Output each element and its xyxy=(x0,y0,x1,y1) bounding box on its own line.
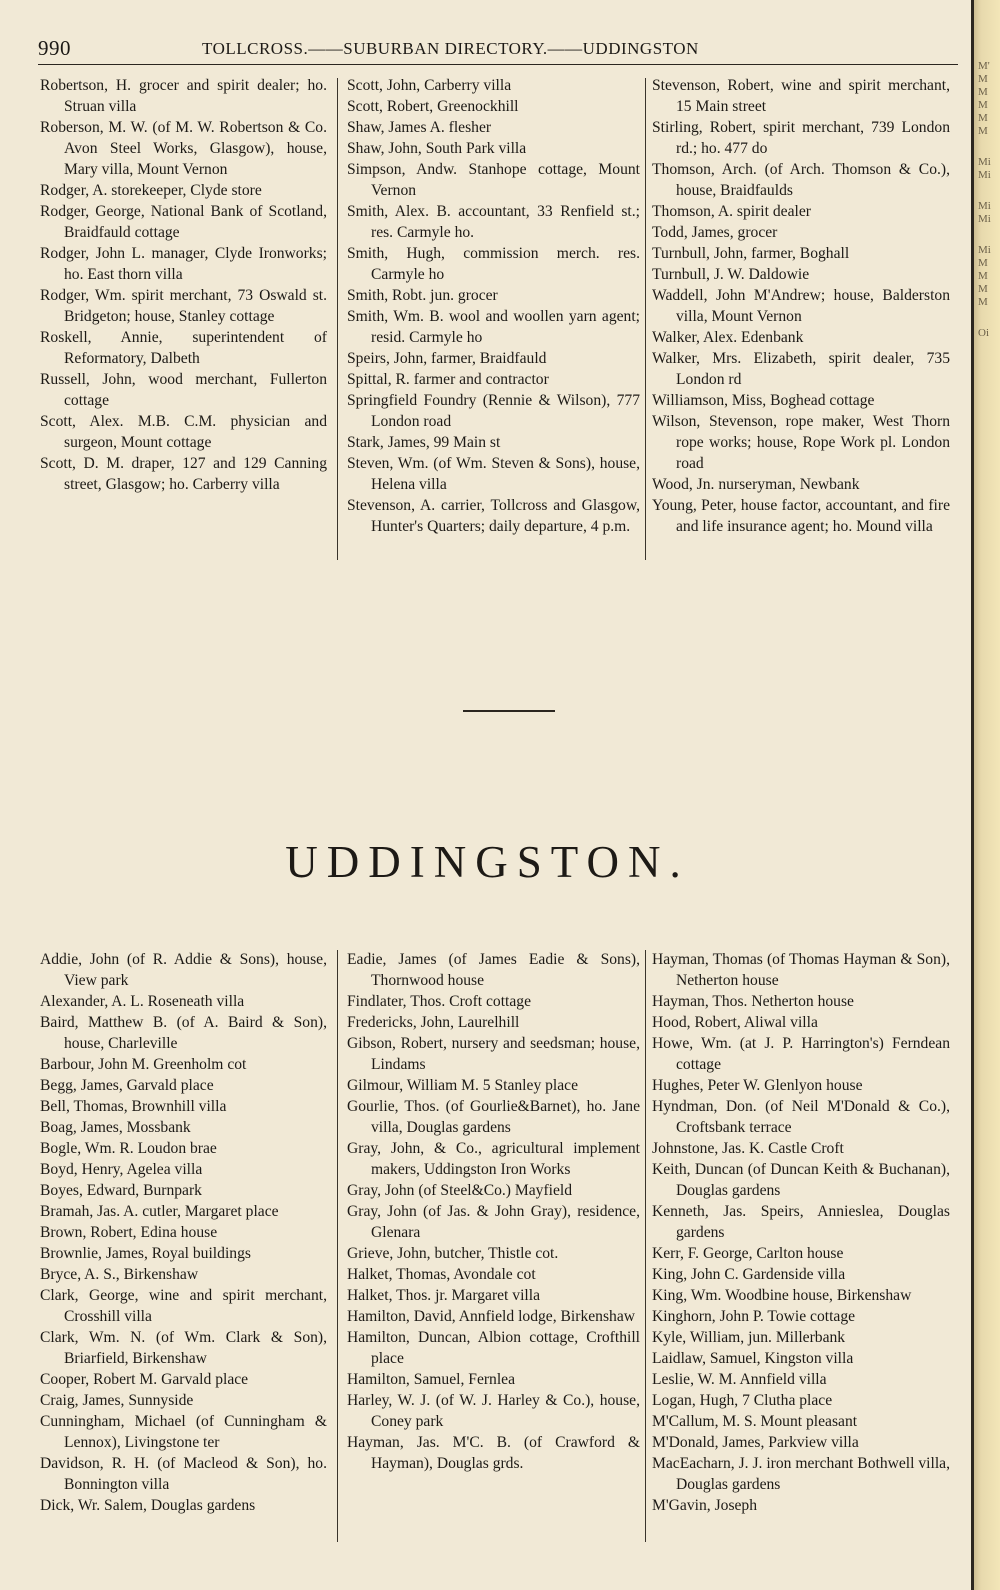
directory-entry: Shaw, James A. flesher xyxy=(347,119,492,136)
margin-mark: M xyxy=(978,270,988,282)
running-title: TOLLCROSS.——SUBURBAN DIRECTORY.——UDDINGSTON xyxy=(202,39,699,58)
tollcross-column-3 xyxy=(652,75,950,537)
directory-entry: M'Donald, James, Parkview villa xyxy=(652,1434,859,1451)
directory-entry: King, Wm. Woodbine house, Birkenshaw xyxy=(652,1287,912,1304)
directory-entry: Gilmour, William M. 5 Stanley place xyxy=(347,1077,579,1094)
directory-entry: Roberson, M. W. (of M. W. Robertson & Co. Avon Steel Works, Glasgow), house, Mary villa, Mount Vernon xyxy=(40,119,327,178)
directory-entry: Todd, James, grocer xyxy=(652,224,778,241)
directory-entry: M'Gavin, Joseph xyxy=(652,1497,758,1514)
margin-mark: M xyxy=(978,296,988,308)
directory-entry: Smith, Wm. B. wool and woollen yarn agent; resid. Carmyle ho xyxy=(347,308,640,346)
directory-entry: Boyd, Henry, Agelea villa xyxy=(40,1161,203,1178)
margin-mark: Mi xyxy=(978,156,991,168)
directory-entry: Russell, John, wood merchant, Fullerton cottage xyxy=(40,371,327,409)
directory-entry: Rodger, John L. manager, Clyde Ironworks; ho. East thorn villa xyxy=(40,245,327,283)
directory-entry: Hughes, Peter W. Glenlyon house xyxy=(652,1077,863,1094)
directory-entry: Harley, W. J. (of W. J. Harley & Co.), house, Coney park xyxy=(347,1392,640,1430)
directory-entry: Addie, John (of R. Addie & Sons), house, View park xyxy=(40,951,327,989)
directory-entry: Scott, Robert, Greenockhill xyxy=(347,98,519,115)
directory-entry: Cooper, Robert M. Garvald place xyxy=(40,1371,249,1388)
directory-entry: Robertson, H. grocer and spirit dealer; ho. Struan villa xyxy=(40,77,327,115)
header-rule xyxy=(38,64,958,65)
directory-entry: Smith, Robt. jun. grocer xyxy=(347,287,498,304)
margin-mark: M xyxy=(978,125,988,137)
directory-entry: Bogle, Wm. R. Loudon brae xyxy=(40,1140,217,1157)
directory-entry: Shaw, John, South Park villa xyxy=(347,140,527,157)
directory-entry: Hamilton, Duncan, Albion cottage, Crofthill place xyxy=(347,1329,640,1367)
directory-entry: Hamilton, David, Annfield lodge, Birkenshaw xyxy=(347,1308,636,1325)
directory-entry: MacEacharn, J. J. iron merchant Bothwell villa, Douglas gardens xyxy=(652,1455,950,1493)
uddingston-column-2 xyxy=(347,949,640,1474)
directory-entry: Stevenson, Robert, wine and spirit merchant, 15 Main street xyxy=(652,77,950,115)
directory-entry: Brown, Robert, Edina house xyxy=(40,1224,218,1241)
directory-entry: Craig, James, Sunnyside xyxy=(40,1392,194,1409)
directory-entry: Laidlaw, Samuel, Kingston villa xyxy=(652,1350,854,1367)
directory-entry: Gray, John, & Co., agricultural implement makers, Uddingston Iron Works xyxy=(347,1140,640,1178)
directory-entry: Hyndman, Don. (of Neil M'Donald & Co.), Croftsbank terrace xyxy=(652,1098,950,1136)
directory-entry: Thomson, Arch. (of Arch. Thomson & Co.), house, Braidfaulds xyxy=(652,161,950,199)
directory-entry: Bryce, A. S., Birkenshaw xyxy=(40,1266,199,1283)
directory-entry: Turnbull, J. W. Daldowie xyxy=(652,266,810,283)
directory-entry: Smith, Alex. B. accountant, 33 Renfield st.; res. Carmyle ho. xyxy=(347,203,640,241)
directory-entry: Grieve, John, butcher, Thistle cot. xyxy=(347,1245,559,1262)
directory-entry: Young, Peter, house factor, accountant, and fire and life insurance agent; ho. Mound villa xyxy=(652,497,950,535)
directory-entry: Alexander, A. L. Roseneath villa xyxy=(40,993,245,1010)
directory-entry: Johnstone, Jas. K. Castle Croft xyxy=(652,1140,844,1157)
directory-entry: Kinghorn, John P. Towie cottage xyxy=(652,1308,856,1325)
directory-entry: Boag, James, Mossbank xyxy=(40,1119,191,1136)
directory-entry: Leslie, W. M. Annfield villa xyxy=(652,1371,827,1388)
directory-entry: Walker, Alex. Edenbank xyxy=(652,329,804,346)
directory-entry: Speirs, John, farmer, Braidfauld xyxy=(347,350,547,367)
directory-entry: Bell, Thomas, Brownhill villa xyxy=(40,1098,227,1115)
directory-entry: Barbour, John M. Greenholm cot xyxy=(40,1056,247,1073)
directory-entry: Cunningham, Michael (of Cunningham & Lennox), Livingstone ter xyxy=(40,1413,327,1451)
directory-entry: Walker, Mrs. Elizabeth, spirit dealer, 735 London rd xyxy=(652,350,950,388)
margin-mark: Oi xyxy=(978,327,989,339)
margin-mark: M' xyxy=(978,60,990,72)
directory-entry: Davidson, R. H. (of Macleod & Son), ho. Bonnington villa xyxy=(40,1455,327,1493)
directory-entry: Clark, Wm. N. (of Wm. Clark & Son), Briarfield, Birkenshaw xyxy=(40,1329,327,1367)
column-divider xyxy=(645,78,646,560)
adjacent-page-margin-marks xyxy=(978,60,998,340)
directory-entry: Scott, Alex. M.B. C.M. physician and surgeon, Mount cottage xyxy=(40,413,327,451)
directory-entry: Logan, Hugh, 7 Clutha place xyxy=(652,1392,833,1409)
directory-entry: Halket, Thos. jr. Margaret villa xyxy=(347,1287,541,1304)
directory-entry: Hood, Robert, Aliwal villa xyxy=(652,1014,818,1031)
directory-entry: Baird, Matthew B. (of A. Baird & Son), house, Charleville xyxy=(40,1014,327,1052)
directory-entry: Scott, D. M. draper, 127 and 129 Canning street, Glasgow; ho. Carberry villa xyxy=(40,455,327,493)
directory-entry: Waddell, John M'Andrew; house, Balderston villa, Mount Vernon xyxy=(652,287,950,325)
gutter-shadow xyxy=(971,0,974,1590)
directory-entry: Thomson, A. spirit dealer xyxy=(652,203,811,220)
directory-entry: Eadie, James (of James Eadie & Sons), Thornwood house xyxy=(347,951,640,989)
directory-entry: Bramah, Jas. A. cutler, Margaret place xyxy=(40,1203,279,1220)
directory-entry: Hamilton, Samuel, Fernlea xyxy=(347,1371,516,1388)
column-divider xyxy=(337,78,338,560)
running-header xyxy=(38,36,958,62)
directory-entry: Clark, George, wine and spirit merchant, Crosshill villa xyxy=(40,1287,327,1325)
section-title: UDDINGSTON. xyxy=(285,837,690,887)
directory-entry: Rodger, Wm. spirit merchant, 73 Oswald st. Bridgeton; house, Stanley cottage xyxy=(40,287,327,325)
margin-mark: M xyxy=(978,99,988,111)
directory-entry: Kyle, William, jun. Millerbank xyxy=(652,1329,846,1346)
margin-mark: Mi xyxy=(978,213,991,225)
directory-entry: Kerr, F. George, Carlton house xyxy=(652,1245,844,1262)
directory-entry: Wood, Jn. nurseryman, Newbank xyxy=(652,476,860,493)
directory-entry: Halket, Thomas, Avondale cot xyxy=(347,1266,536,1283)
directory-entry: Gray, John (of Steel&Co.) Mayfield xyxy=(347,1182,573,1199)
directory-entry: M'Callum, M. S. Mount pleasant xyxy=(652,1413,858,1430)
margin-mark: M xyxy=(978,112,988,124)
directory-entry: Scott, John, Carberry villa xyxy=(347,77,512,94)
directory-entry: Stirling, Robert, spirit merchant, 739 London rd.; ho. 477 do xyxy=(652,119,950,157)
margin-mark: M xyxy=(978,86,988,98)
directory-entry: Kenneth, Jas. Speirs, Anniesleа, Douglas gardens xyxy=(652,1203,950,1241)
directory-entry: Keith, Duncan (of Duncan Keith & Buchanan), Douglas gardens xyxy=(652,1161,950,1199)
directory-entry: Rodger, George, National Bank of Scotland, Braidfauld cottage xyxy=(40,203,327,241)
directory-entry: Gray, John (of Jas. & John Gray), residence, Glenara xyxy=(347,1203,640,1241)
directory-entry: Wilson, Stevenson, rope maker, West Thorn rope works; house, Rope Work pl. London road xyxy=(652,413,950,472)
directory-entry: Gourlie, Thos. (of Gourlie&Barnet), ho. Jane villa, Douglas gardens xyxy=(347,1098,640,1136)
tollcross-column-2 xyxy=(347,75,640,537)
directory-entry: Roskell, Annie, superintendent of Reformatory, Dalbeth xyxy=(40,329,327,367)
directory-entry: Gibson, Robert, nursery and seedsman; house, Lindams xyxy=(347,1035,640,1073)
directory-entry: Steven, Wm. (of Wm. Steven & Sons), house, Helena villa xyxy=(347,455,640,493)
column-divider xyxy=(645,950,646,1542)
margin-mark: Mi xyxy=(978,169,991,181)
directory-entry: Begg, James, Garvald place xyxy=(40,1077,214,1094)
directory-entry: Brownlie, James, Royal buildings xyxy=(40,1245,251,1262)
directory-entry: Rodger, A. storekeeper, Clyde store xyxy=(40,182,262,199)
section-divider-rule xyxy=(463,710,555,712)
directory-entry: Howe, Wm. (at J. P. Harrington's) Ferndean cottage xyxy=(652,1035,950,1073)
directory-entry: Dick, Wr. Salem, Douglas gardens xyxy=(40,1497,256,1514)
uddingston-column-1 xyxy=(40,949,327,1516)
uddingston-column-3 xyxy=(652,949,950,1516)
tollcross-column-1 xyxy=(40,75,327,495)
directory-entry: Findlater, Thos. Croft cottage xyxy=(347,993,532,1010)
margin-mark: M xyxy=(978,257,988,269)
directory-entry: Stark, James, 99 Main st xyxy=(347,434,501,451)
directory-entry: Simpson, Andw. Stanhope cottage, Mount Vernon xyxy=(347,161,640,199)
directory-entry: Boyes, Edward, Burnpark xyxy=(40,1182,202,1199)
page-number: 990 xyxy=(38,36,71,60)
directory-entry: King, John C. Gardenside villa xyxy=(652,1266,846,1283)
directory-entry: Williamson, Miss, Boghead cottage xyxy=(652,392,875,409)
margin-mark: Mi xyxy=(978,244,991,256)
margin-mark: M xyxy=(978,73,988,85)
directory-entry: Hayman, Thos. Netherton house xyxy=(652,993,854,1010)
column-divider xyxy=(337,950,338,1542)
directory-entry: Turnbull, John, farmer, Boghall xyxy=(652,245,850,262)
directory-entry: Fredericks, John, Laurelhill xyxy=(347,1014,520,1031)
directory-entry: Stevenson, A. carrier, Tollcross and Glasgow, Hunter's Quarters; daily departure, 4 p.m. xyxy=(347,497,640,535)
directory-entry: Hayman, Thomas (of Thomas Hayman & Son), Netherton house xyxy=(652,951,950,989)
directory-entry: Spittal, R. farmer and contractor xyxy=(347,371,549,388)
margin-mark: M xyxy=(978,283,988,295)
directory-entry: Springfield Foundry (Rennie & Wilson), 777 London road xyxy=(347,392,640,430)
directory-entry: Hayman, Jas. M'C. B. (of Crawford & Hayman), Douglas grds. xyxy=(347,1434,640,1472)
directory-entry: Smith, Hugh, commission merch. res. Carmyle ho xyxy=(347,245,640,283)
margin-mark: Mi xyxy=(978,200,991,212)
